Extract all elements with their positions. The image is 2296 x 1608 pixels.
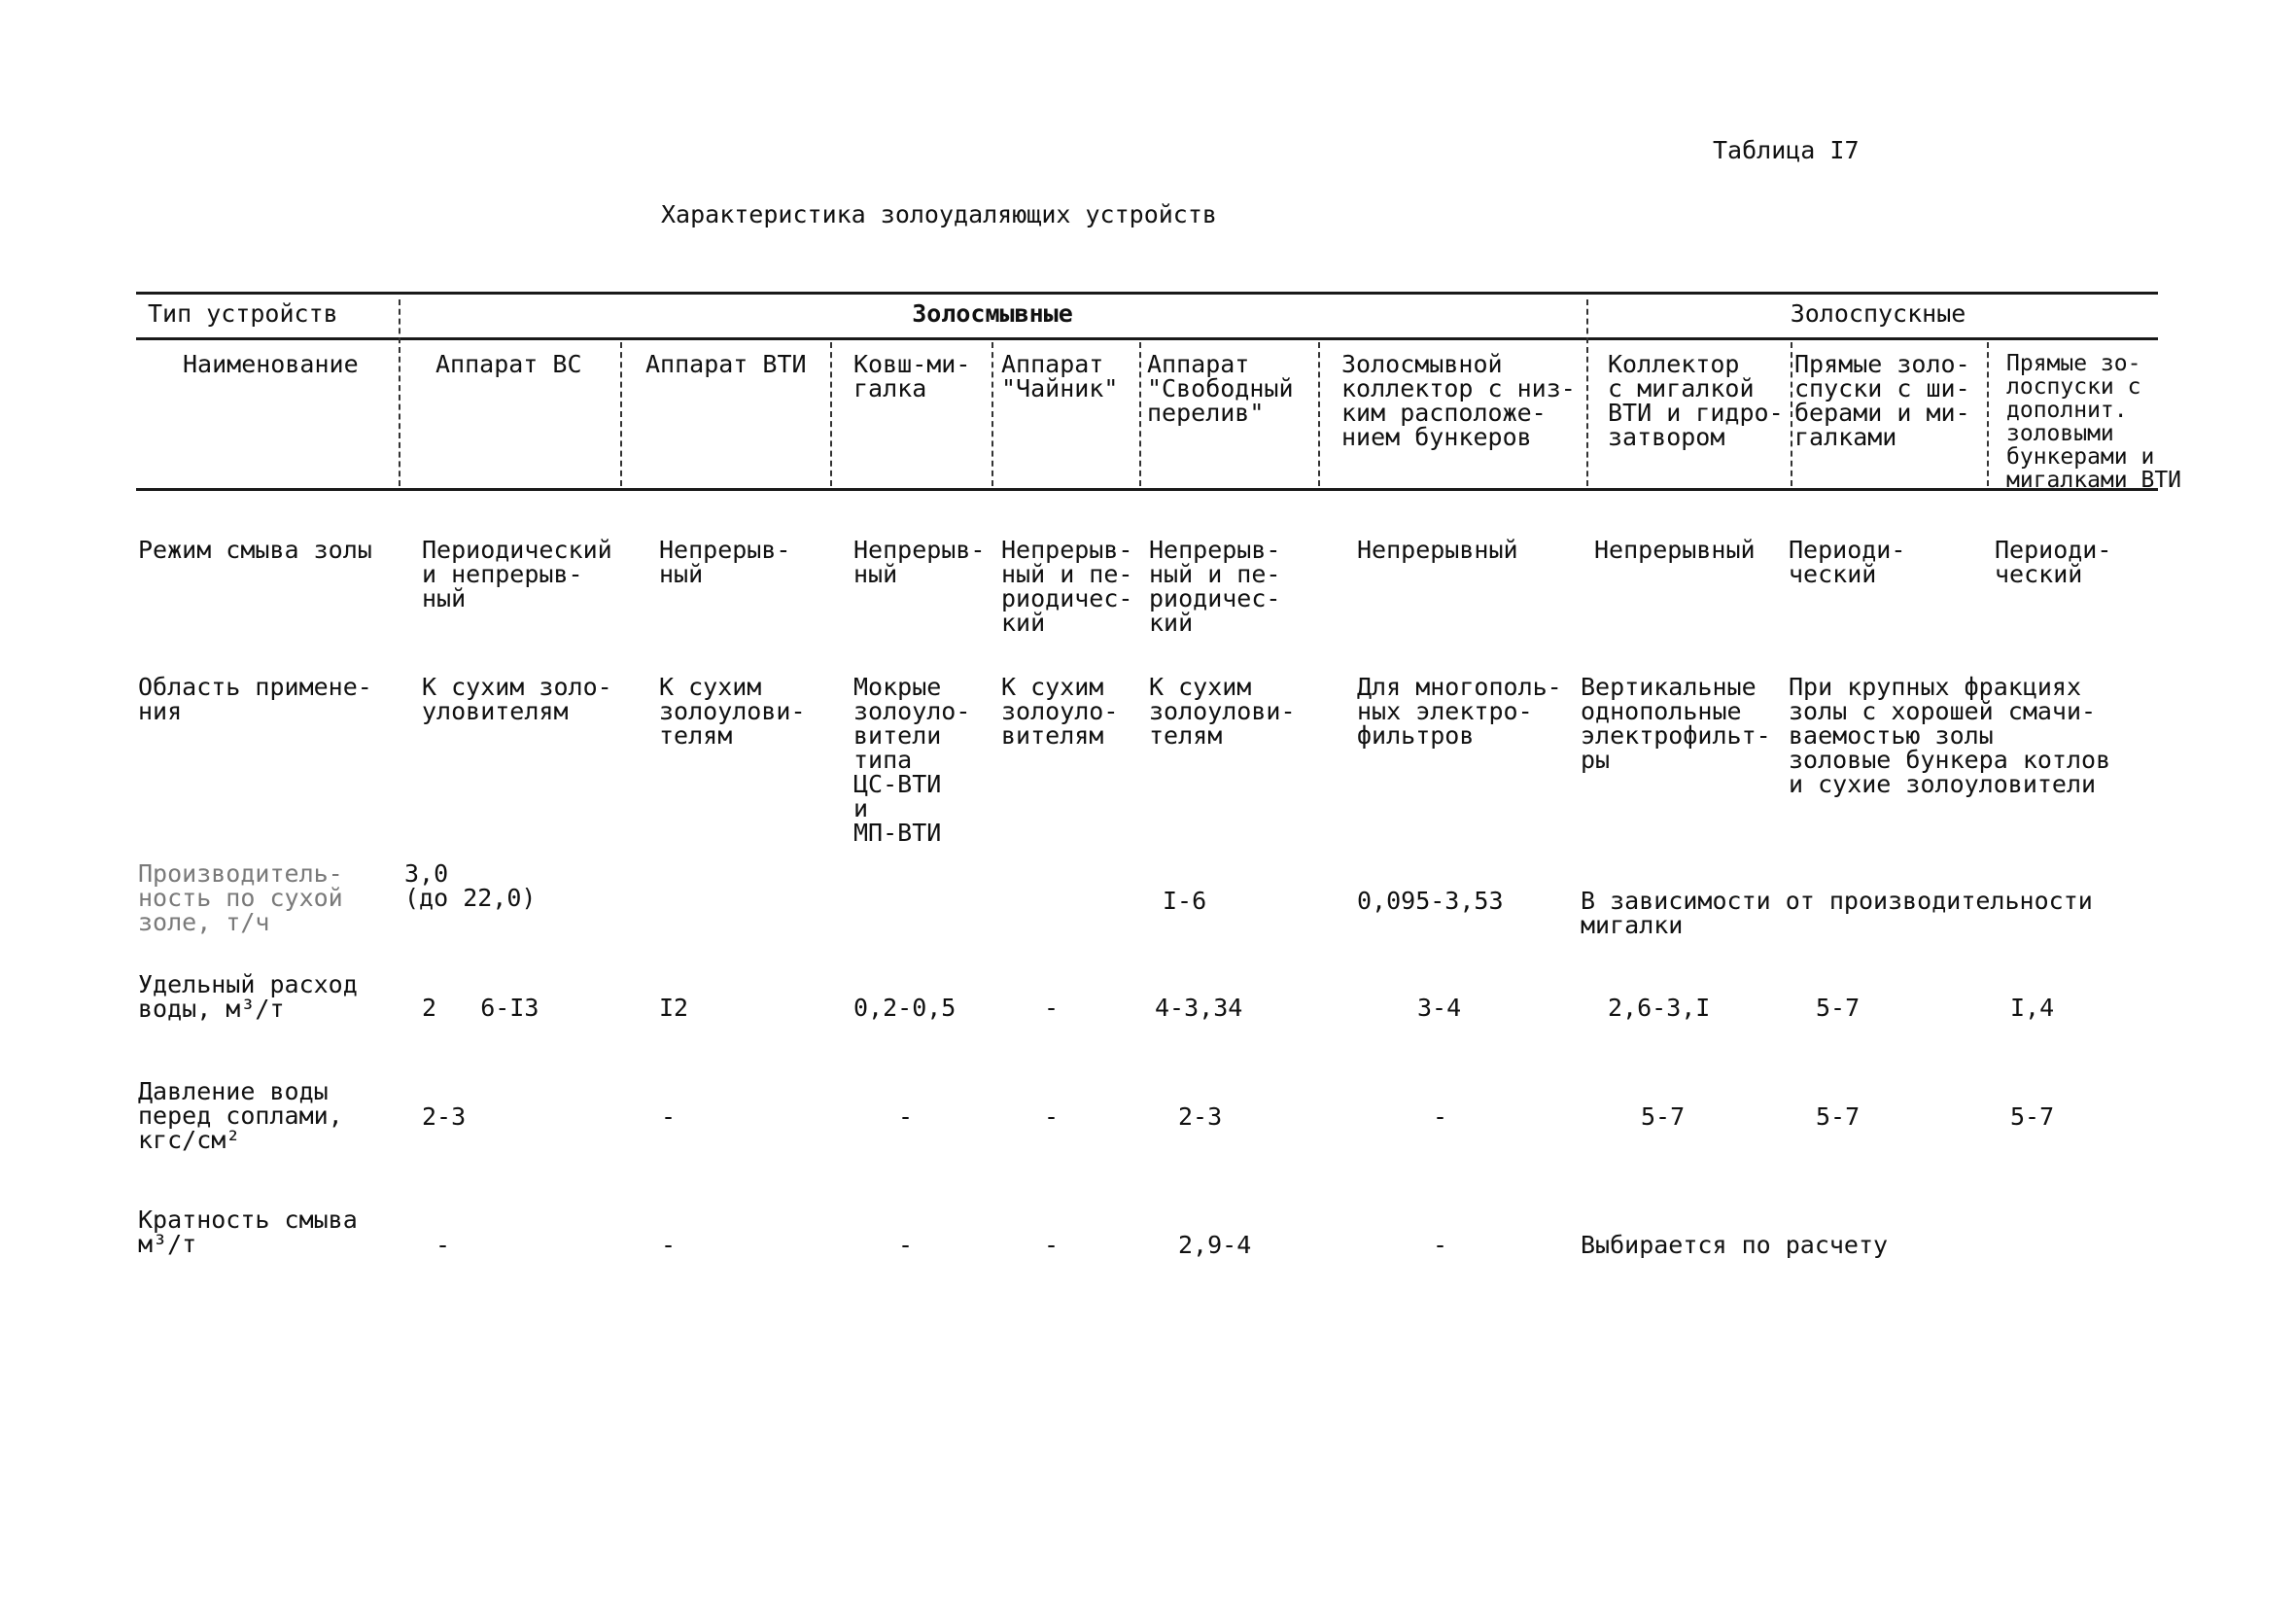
col-divider — [991, 342, 993, 486]
col-header: Аппарат "Свободный перелив" — [1147, 350, 1294, 427]
table-cell: 2,6-3,I — [1608, 994, 1711, 1022]
table-number: Таблица I7 — [1713, 136, 1860, 164]
col-header: Ковш-ми- галка — [853, 350, 971, 402]
table-cell: 2,9-4 — [1178, 1231, 1252, 1259]
table-cell: I-6 — [1163, 887, 1207, 915]
col-divider — [1586, 299, 1588, 486]
table-cell: - — [1433, 1102, 1448, 1131]
table-cell: 2-3 — [1178, 1102, 1223, 1131]
table-cell: 0,2-0,5 — [853, 994, 957, 1022]
row-label: Производитель- ность по сухой золе, т/ч — [138, 859, 343, 936]
table-cell: Непрерыв- ный — [853, 536, 986, 588]
table-cell: - — [661, 1102, 677, 1131]
table-cell: - — [1044, 1102, 1060, 1131]
table-cell: Непрерыв- ный — [659, 536, 791, 588]
table-cell: К сухим золо- уловителям — [422, 673, 612, 725]
col-divider — [1139, 342, 1141, 486]
rule-top — [136, 292, 2158, 295]
table-cell: Периодический и непрерыв- ный — [422, 536, 612, 612]
rule-header-mid — [136, 337, 2158, 340]
table-cell-span: При крупных фракциях золы с хорошей смачи- ваемостью золы золовые бункера котлов и сухие золоуловители — [1789, 673, 2111, 798]
header-name-label: Наименование — [183, 350, 359, 378]
header-group-lowering: Золоспускные — [1790, 299, 1966, 328]
col-header: Коллектор с мигалкой ВТИ и гидро- затвором — [1608, 350, 1784, 451]
row-label: Давление воды перед соплами, кгс/см² — [138, 1077, 343, 1154]
table-cell: Непрерыв- ный и пе- риодичес- кий — [1001, 536, 1133, 637]
table-cell: 2-3 — [422, 1102, 467, 1131]
col-divider — [830, 342, 832, 486]
table-cell: - — [898, 1102, 914, 1131]
col-divider — [1791, 342, 1792, 486]
col-header: Прямые золо- спуски с ши- берами и ми- галками — [1794, 350, 1970, 451]
table-cell-span: В зависимости от производительности мигалки — [1581, 887, 2093, 939]
table-cell: Периоди- ческий — [1789, 536, 1906, 588]
table-cell: Вертикальные однопольные электрофильт- ры — [1581, 673, 1771, 774]
table-cell: - — [1044, 994, 1060, 1022]
col-header: Золосмывной коллектор с низ- ким расположе- нием бункеров — [1341, 350, 1576, 451]
table-cell: 3,0 (до 22,0) — [404, 859, 537, 912]
table-cell: - — [661, 1231, 677, 1259]
table-cell: Для многополь- ных электро- фильтров — [1357, 673, 1562, 750]
col-header: Аппарат ВТИ — [645, 350, 807, 378]
table-cell: - — [435, 1231, 451, 1259]
table-cell: - — [898, 1231, 914, 1259]
row-label: Кратность смыва м³/т — [138, 1206, 358, 1258]
col-header: Аппарат "Чайник" — [1001, 350, 1119, 402]
col-header: Аппарат ВС — [435, 350, 582, 378]
table-cell: - — [1433, 1231, 1448, 1259]
col-divider — [399, 299, 400, 486]
rule-header-bottom — [136, 488, 2158, 491]
table-cell: 0,095-3,53 — [1357, 887, 1504, 915]
table-cell: Непрерывный — [1357, 536, 1518, 564]
table-cell: К сухим золоуло- вителям — [1001, 673, 1119, 750]
col-divider — [1987, 342, 1989, 486]
table-cell: К сухим золоулови- телям — [1149, 673, 1296, 750]
header-group-washing: Золосмывные — [912, 299, 1073, 328]
table-cell: 5-7 — [2010, 1102, 2055, 1131]
row-label: Режим смыва золы — [138, 536, 372, 564]
table-cell: I,4 — [2010, 994, 2055, 1022]
table-cell: Мокрые золоуло- вители типа ЦС-ВТИ и МП-ВТИ — [853, 673, 971, 847]
col-header: Прямые зо- лоспуски с дополнит. золовыми бункерами и мигалками ВТИ — [2006, 351, 2182, 493]
header-type-label: Тип устройств — [148, 299, 338, 328]
table-cell: 5-7 — [1816, 994, 1861, 1022]
table-cell: 2 6-I3 — [422, 994, 539, 1022]
table-cell: 5-7 — [1816, 1102, 1861, 1131]
col-divider — [620, 342, 622, 486]
table-cell-span: Выбирается по расчету — [1581, 1231, 1889, 1259]
row-label: Область примене- ния — [138, 673, 372, 725]
table-cell: Периоди- ческий — [1995, 536, 2112, 588]
col-divider — [1318, 342, 1320, 486]
table-cell: 5-7 — [1641, 1102, 1686, 1131]
table-cell: 3-4 — [1417, 994, 1462, 1022]
table-cell: Непрерывный — [1594, 536, 1756, 564]
table-cell: 4-3,34 — [1155, 994, 1243, 1022]
table-cell: Непрерыв- ный и пе- риодичес- кий — [1149, 536, 1281, 637]
table-title: Характеристика золоудаляющих устройств — [661, 200, 1217, 228]
table-cell: I2 — [659, 994, 689, 1022]
table-cell: - — [1044, 1231, 1060, 1259]
table-cell: К сухим золоулови- телям — [659, 673, 806, 750]
row-label: Удельный расход воды, м³/т — [138, 970, 358, 1023]
